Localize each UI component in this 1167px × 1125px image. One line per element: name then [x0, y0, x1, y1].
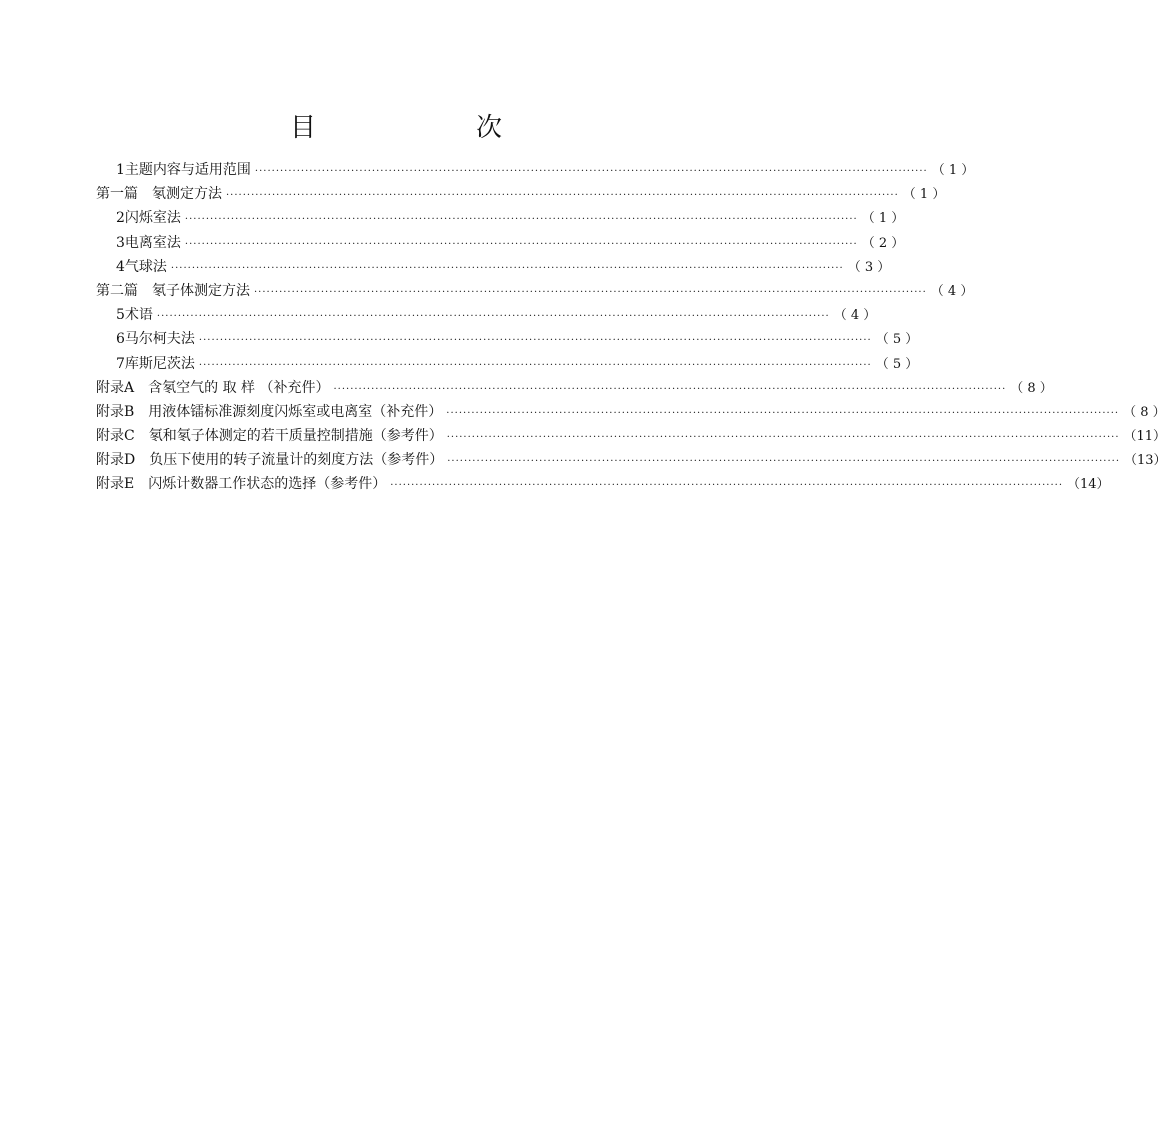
toc-entry-label: 2闪烁室法: [116, 210, 181, 227]
toc-page-number: （13）: [1124, 453, 1167, 469]
toc-page-number: （14）: [1067, 477, 1110, 493]
toc-entry-6[interactable]: [96, 327, 919, 351]
toc-page-number: （ 5 ）: [875, 356, 919, 372]
toc-appendix-a[interactable]: [96, 376, 1053, 400]
toc-appendix-e[interactable]: [96, 472, 1110, 496]
toc-entry-label: 6马尔柯夫法: [116, 331, 195, 348]
toc-page-number: （ 1 ）: [902, 187, 946, 203]
toc-entry-label: 1主题内容与适用范围: [116, 162, 251, 178]
toc-entry-1[interactable]: [96, 158, 975, 182]
toc-part-1[interactable]: [96, 182, 946, 206]
toc-dot-leader: ·································································································································································: [184, 214, 858, 226]
toc-dot-leader: ·································································································································································: [170, 262, 844, 274]
toc-page-number: （ 1 ）: [931, 163, 975, 178]
toc-dot-leader: ·································································································································································: [447, 456, 1121, 468]
toc-dot-leader: ·································································································································································: [198, 359, 872, 371]
toc-page-number: （11）: [1123, 429, 1167, 445]
toc-appendix-b[interactable]: [96, 400, 1166, 424]
toc-page-number: （ 8 ）: [1123, 404, 1166, 420]
toc-page-number: （ 8 ）: [1010, 380, 1053, 396]
toc-entry-3[interactable]: [96, 231, 905, 255]
toc-entry-label: 3电离室法: [116, 234, 181, 251]
toc-dot-leader: ·································································································································································: [446, 407, 1120, 419]
toc-entry-label: 5术语: [116, 307, 153, 324]
toc-entry-4[interactable]: [96, 255, 891, 279]
toc-dot-leader: ·································································································································································: [254, 286, 927, 298]
toc-appendix-c[interactable]: [96, 424, 1167, 448]
toc-dot-leader: ·································································································································································: [446, 432, 1120, 444]
table-of-contents: [96, 158, 1167, 497]
toc-entry-label: 附录A 含氡空气的 取 样 （补充件）: [96, 379, 330, 396]
toc-page-number: （ 2 ）: [861, 235, 905, 251]
toc-page-number: （ 3 ）: [847, 259, 891, 275]
toc-dot-leader: ·································································································································································: [184, 238, 858, 250]
toc-entry-7[interactable]: [96, 352, 919, 376]
toc-dot-leader: ·································································································································································: [390, 480, 1064, 492]
toc-page-number: （ 4 ）: [833, 308, 877, 324]
toc-entry-label: 附录D 负压下使用的转子流量计的刻度方法（参考件）: [96, 452, 444, 469]
toc-dot-leader: ·································································································································································: [226, 190, 899, 202]
toc-dot-leader: ·································································································································································: [198, 335, 872, 347]
toc-entry-label: 第二篇 氡子体测定方法: [96, 282, 250, 299]
toc-entry-5[interactable]: [96, 303, 877, 327]
toc-dot-leader: ·································································································································································: [254, 166, 928, 177]
toc-page-number: （ 1 ）: [861, 211, 905, 227]
toc-page-number: （ 4 ）: [930, 283, 974, 299]
toc-entry-label: 4气球法: [116, 258, 167, 275]
toc-entry-label: 附录C 氡和氡子体测定的若干质量控制措施（参考件）: [96, 428, 443, 445]
toc-entry-2[interactable]: [96, 206, 905, 230]
toc-part-2[interactable]: [96, 279, 974, 303]
toc-entry-label: 7库斯尼茨法: [116, 355, 195, 372]
page-title: 目 次: [289, 113, 538, 144]
toc-page-number: （ 5 ）: [875, 332, 919, 348]
toc-dot-leader: ·································································································································································: [156, 311, 830, 323]
toc-dot-leader: ·································································································································································: [333, 383, 1007, 395]
toc-appendix-d[interactable]: [96, 448, 1167, 472]
toc-entry-label: 第一篇 氡测定方法: [96, 186, 222, 203]
toc-entry-label: 附录E 闪烁计数器工作状态的选择（参考件）: [96, 476, 387, 493]
toc-entry-label: 附录B 用液体镭标准源刻度闪烁室或电离室（补充件）: [96, 403, 443, 420]
